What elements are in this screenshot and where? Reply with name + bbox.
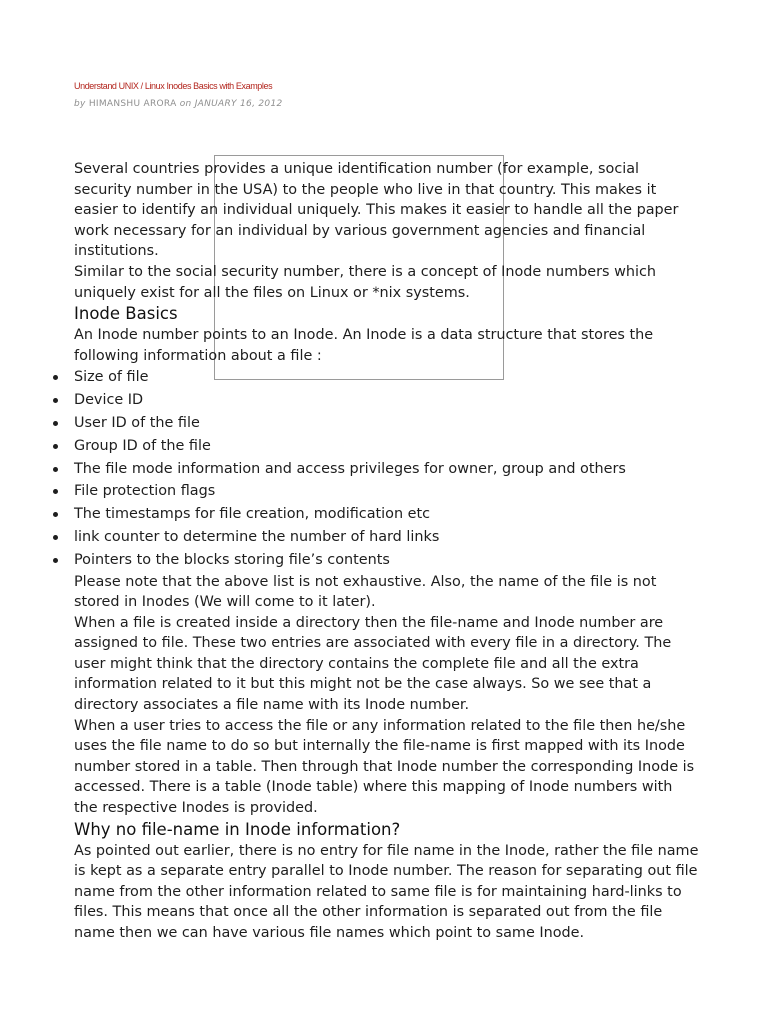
byline-author: HIMANSHU ARORA	[88, 99, 177, 109]
intro-paragraph-2: Similar to the social security number, there is a concept of Inode numbers which uniquely exist for all the files on Linux or *nix systems.	[74, 263, 657, 301]
byline-date: JANUARY 16, 2012	[194, 99, 283, 109]
byline-on-label: on	[179, 99, 192, 109]
list-item: User ID of the file	[74, 412, 699, 435]
byline-by-label: by	[74, 99, 86, 109]
article-body	[74, 159, 699, 944]
why-paragraph: As pointed out earlier, there is no entry for file name in the Inode, rather the file name is kept as a separate entry parallel to Inode number. The reason for separating out file name from the other information related to same file is for maintaining hard-links to files. This means that once all the other information is separated out from the file name then we can have various file names which point to same Inode.	[74, 842, 699, 942]
article-title-link[interactable]: Understand UNIX / Linux Inodes Basics with Examples	[74, 81, 273, 91]
section-heading-why-no-filename: Why no file-name in Inode information?	[74, 819, 401, 839]
list-item: Pointers to the blocks storing file’s contents	[74, 549, 699, 572]
list-item: The timestamps for file creation, modification etc	[74, 503, 699, 526]
directory-paragraph: When a file is created inside a directory then the file-name and Inode number are assigned to file. These two entries are associated with every file in a directory. The user might think that the directory contains the complete file and all the extra information related to it but this might not be the case always. So we see that a directory associates a file name with its Inode number.	[74, 614, 672, 714]
list-item: Size of file	[74, 366, 699, 389]
inode-basics-intro: An Inode number points to an Inode. An Inode is a data structure that stores the following information about a file :	[74, 327, 654, 364]
byline	[74, 99, 283, 109]
section-heading-inode-basics: Inode Basics	[74, 304, 178, 324]
list-item: The file mode information and access privileges for owner, group and others	[74, 458, 699, 481]
list-item: link counter to determine the number of hard links	[74, 526, 699, 549]
list-item: Device ID	[74, 389, 699, 412]
list-item: Group ID of the file	[74, 435, 699, 458]
inode-fields-list	[74, 366, 699, 571]
intro-paragraph-1: Several countries provides a unique identification number (for example, social security number in the USA) to the people who live in that country. This makes it easier to identify an individual uniquely. This makes it easier to handle all the paper work necessary for an individual by various government agencies and financial institutions.	[74, 161, 679, 260]
note-paragraph: Please note that the above list is not exhaustive. Also, the name of the file is not stored in Inodes (We will come to it later).	[74, 573, 657, 611]
list-item: File protection flags	[74, 480, 699, 503]
access-paragraph: When a user tries to access the file or any information related to the file then he/she uses the file name to do so but internally the file-name is first mapped with its Inode number stored in a table. Then through that Inode number the corresponding Inode is accessed. There is a table (Inode table) where this mapping of Inode numbers with the respective Inodes is provided.	[74, 717, 695, 817]
